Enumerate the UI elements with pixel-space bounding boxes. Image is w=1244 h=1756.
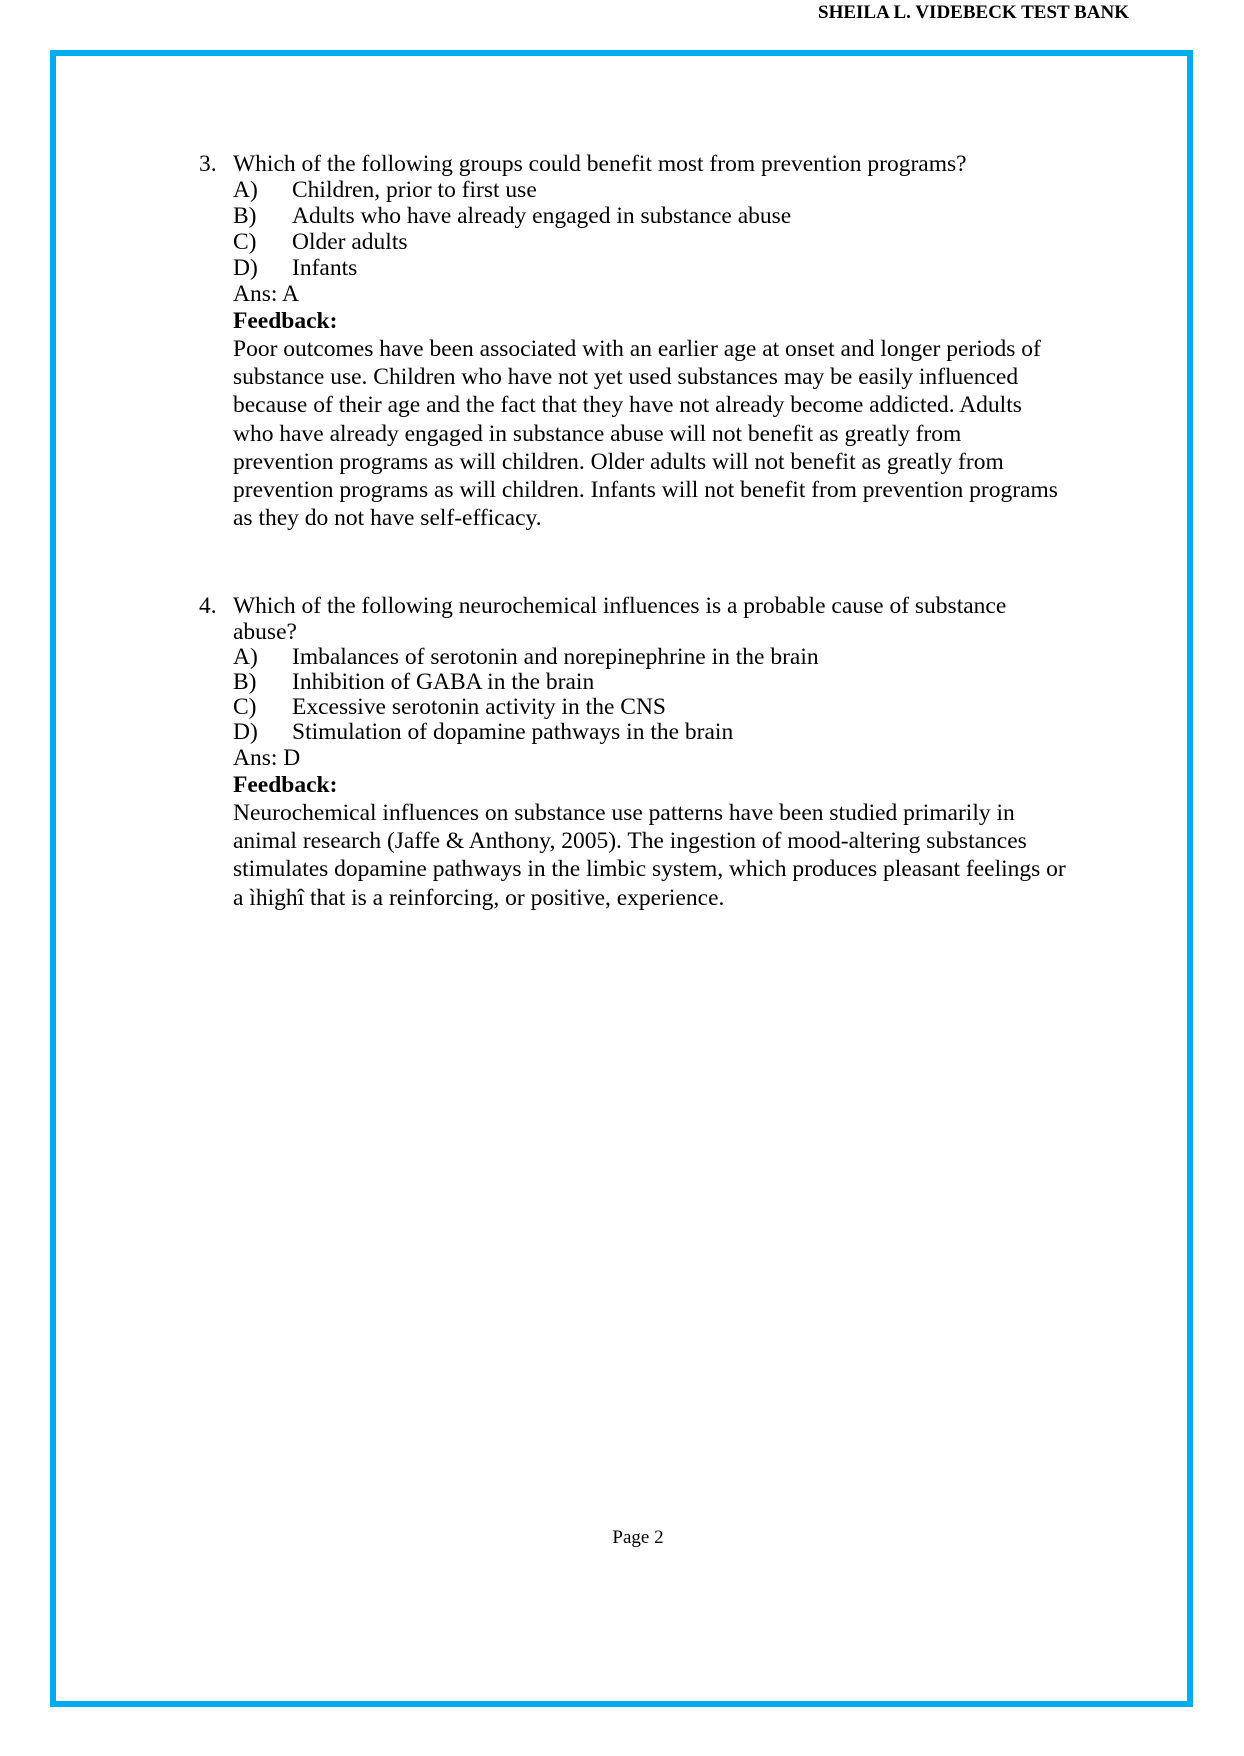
option-letter: D) (233, 255, 258, 281)
document-header: SHEILA L. VIDEBECK TEST BANK (818, 2, 1129, 23)
option-text: Stimulation of dopamine pathways in the brain (292, 719, 734, 745)
option-text: Adults who have already engaged in substance abuse (292, 203, 792, 229)
feedback-line: Neurochemical influences on substance use patterns have been studied primarily in (233, 800, 1015, 826)
feedback-line: substance use. Children who have not yet used substances may be easily influenced (233, 364, 1019, 391)
question-3 (199, 151, 1058, 532)
option-text: Inhibition of GABA in the brain (292, 669, 595, 695)
feedback-line: Poor outcomes have been associated with an earlier age at onset and longer periods of (233, 336, 1041, 362)
option-text: Excessive serotonin activity in the CNS (292, 694, 666, 720)
feedback-line: who have already engaged in substance abuse will not benefit as greatly from (233, 420, 962, 447)
feedback-line: animal research (Jaffe & Anthony, 2005). The ingestion of mood-altering substances (233, 828, 1027, 855)
feedback-line: prevention programs as will children. Older adults will not benefit as greatly from (233, 448, 1004, 475)
option-letter: B) (233, 669, 257, 695)
option-letter: C) (233, 229, 257, 255)
option-text: Older adults (292, 229, 408, 255)
option-d (233, 255, 1058, 281)
question-4 (199, 593, 1066, 912)
option-d (233, 720, 1066, 745)
question-stem (199, 593, 1066, 619)
question-text: abuse? (233, 619, 297, 645)
question-number: 4. (199, 593, 217, 619)
feedback-text (233, 799, 1066, 912)
option-text: Children, prior to first use (292, 177, 537, 203)
feedback-text (233, 335, 1058, 532)
option-letter: B) (233, 203, 257, 229)
option-c (233, 229, 1058, 255)
feedback-line: prevention programs as will children. Infants will not benefit from prevention programs (233, 476, 1058, 503)
page-number (0, 1527, 1244, 1549)
option-text: Infants (292, 255, 358, 281)
answer: Ans: A (233, 281, 299, 307)
option-b (233, 670, 1066, 695)
feedback-label: Feedback: (233, 772, 338, 798)
feedback-line: stimulates dopamine pathways in the limbic system, which produces pleasant feelings or (233, 856, 1066, 883)
option-letter: A) (233, 644, 258, 670)
option-c (233, 695, 1066, 720)
option-letter: D) (233, 719, 258, 745)
answer: Ans: D (233, 745, 301, 771)
question-number: 3. (199, 151, 217, 177)
option-a (233, 645, 1066, 670)
question-text: Which of the following neurochemical influences is a probable cause of substance (233, 593, 1007, 619)
feedback-line: because of their age and the fact that they have not already become addicted. Adults (233, 392, 1022, 419)
question-stem-continued (199, 619, 1066, 645)
question-stem (199, 151, 1058, 177)
option-text: Imbalances of serotonin and norepinephrine in the brain (292, 644, 819, 670)
option-letter: C) (233, 694, 257, 720)
feedback-line: a ìhighî that is a reinforcing, or positive, experience. (233, 884, 725, 911)
question-text: Which of the following groups could benefit most from prevention programs? (233, 151, 967, 177)
option-a (233, 177, 1058, 203)
option-b (233, 203, 1058, 229)
feedback-label: Feedback: (233, 308, 338, 334)
page-number-text: Page 2 (612, 1527, 664, 1548)
option-letter: A) (233, 177, 258, 203)
feedback-line: as they do not have self-efficacy. (233, 505, 542, 532)
